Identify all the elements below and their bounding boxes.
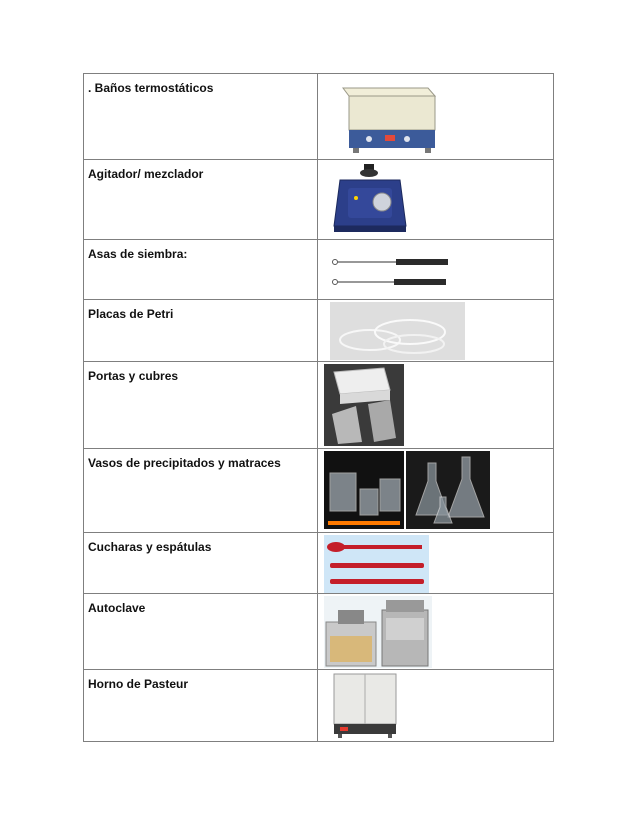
table-row: [84, 594, 554, 670]
flasks-image: [406, 451, 490, 529]
beakers-image: [324, 451, 404, 529]
table-row: [84, 670, 554, 742]
row-label: Cucharas y espátulas: [84, 533, 318, 594]
image-cell: [318, 533, 554, 594]
table-row: [84, 240, 554, 300]
image-cell: [318, 670, 554, 742]
spoons-spatulas-image: [324, 535, 429, 593]
autoclave-image: [324, 596, 432, 668]
inoculation-loops-image: [330, 255, 455, 291]
row-label: Portas y cubres: [84, 362, 318, 449]
slides-coverslips-image: [324, 364, 404, 446]
image-cell: [318, 362, 554, 449]
row-label: Agitador/ mezclador: [84, 160, 318, 240]
table-row: [84, 300, 554, 362]
table-row: [84, 449, 554, 533]
petri-dishes-image: [330, 302, 465, 360]
image-cell: [318, 300, 554, 362]
image-cell: [318, 449, 554, 533]
row-label: Vasos de precipitados y matraces: [84, 449, 318, 533]
row-label: Placas de Petri: [84, 300, 318, 362]
row-label: Horno de Pasteur: [84, 670, 318, 742]
table-row: [84, 74, 554, 160]
row-label: Autoclave: [84, 594, 318, 670]
row-label: . Baños termostáticos: [84, 74, 318, 160]
vortex-mixer-image: [330, 162, 420, 236]
table-row: [84, 533, 554, 594]
equipment-table: [83, 73, 554, 742]
row-label: Asas de siembra:: [84, 240, 318, 300]
table-row: [84, 160, 554, 240]
image-cell: [318, 240, 554, 300]
image-cell: [318, 74, 554, 160]
image-cell: [318, 160, 554, 240]
pasteur-oven-image: [330, 672, 400, 738]
water-bath-image: [333, 80, 453, 156]
table-row: [84, 362, 554, 449]
image-cell: [318, 594, 554, 670]
